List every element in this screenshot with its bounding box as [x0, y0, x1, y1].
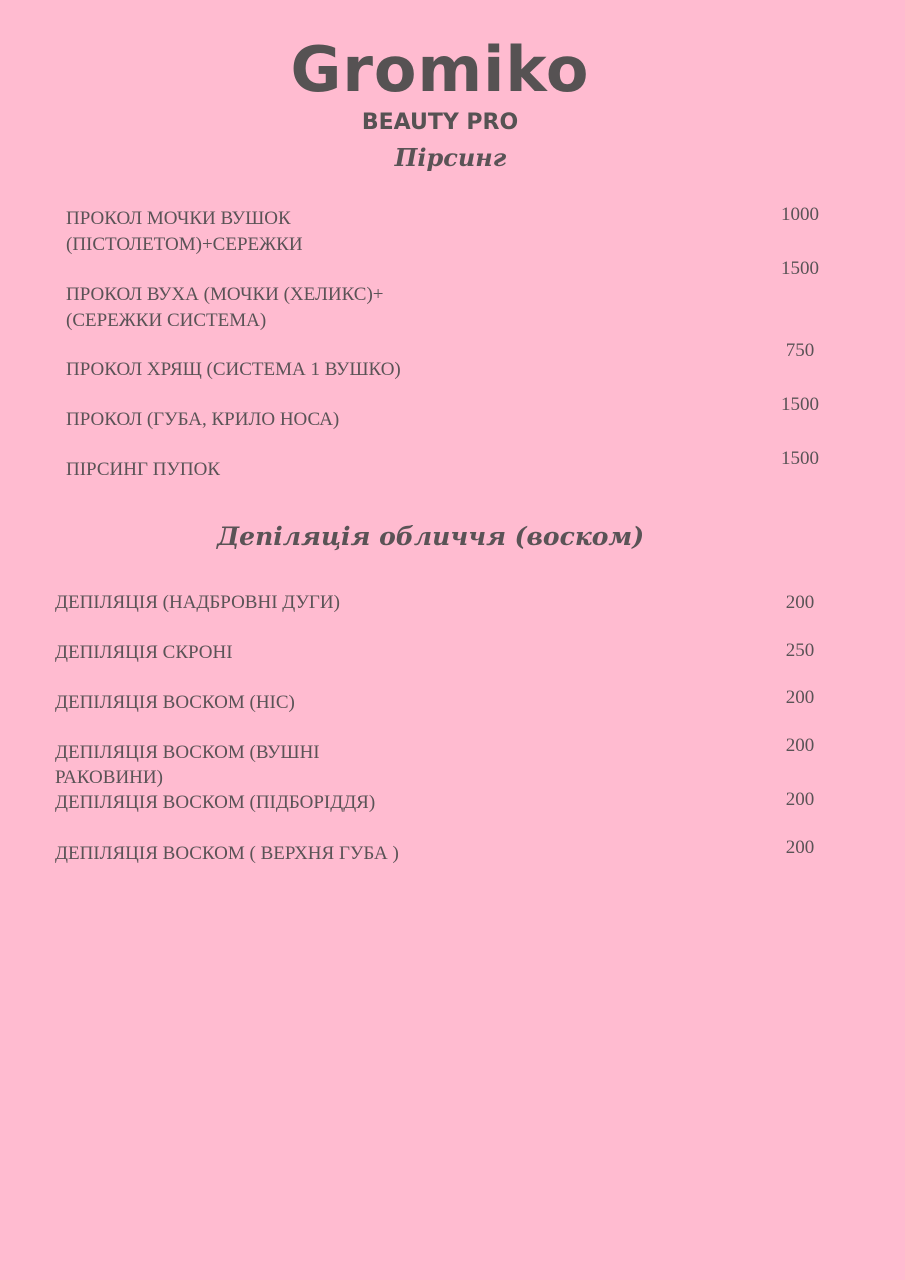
service-name-line: (ПІСТОЛЕТОМ)+СЕРЕЖКИ: [66, 234, 303, 255]
service-name-line: ДЕПІЛЯЦІЯ ВОСКОМ (ПІДБОРІДДЯ): [55, 792, 376, 813]
service-price: 200: [785, 687, 815, 708]
service-price: 200: [785, 735, 815, 756]
service-name: [55, 640, 233, 666]
service-name: [55, 690, 295, 716]
service-price: 750: [785, 340, 815, 361]
service-name-line: РАКОВИНИ): [55, 767, 163, 788]
service-name-line: ДЕПІЛЯЦІЯ ВОСКОМ ( ВЕРХНЯ ГУБА ): [55, 843, 399, 864]
service-name: [66, 206, 303, 258]
service-name-line: (СЕРЕЖКИ СИСТЕМА): [66, 310, 267, 331]
service-price: 250: [785, 640, 815, 661]
service-name-line: ДЕПІЛЯЦІЯ ВОСКОМ (НІС): [55, 692, 295, 713]
service-name: [55, 841, 399, 867]
service-name: [66, 357, 401, 383]
service-name: [66, 457, 220, 483]
service-name: [55, 740, 320, 790]
service-name: [66, 407, 339, 433]
service-name-line: ПРОКОЛ ХРЯЩ (СИСТЕМА 1 ВУШКО): [66, 359, 401, 380]
service-name-line: ДЕПІЛЯЦІЯ (НАДБРОВНІ ДУГИ): [55, 592, 340, 613]
service-name: [55, 790, 375, 816]
service-price: 1000: [781, 204, 819, 225]
service-name-line: ПРОКОЛ МОЧКИ ВУШОК: [66, 208, 291, 229]
service-name: [66, 282, 384, 334]
service-price: 1500: [781, 448, 819, 469]
service-name-line: ПРОКОЛ ВУХА (МОЧКИ (ХЕЛИКС)+: [66, 284, 384, 305]
service-price: 200: [785, 592, 815, 613]
service-name-line: ДЕПІЛЯЦІЯ СКРОНІ: [55, 642, 233, 663]
brand-logo: Gromiko: [290, 33, 590, 106]
service-price: 1500: [781, 394, 819, 415]
service-name-line: ПРОКОЛ (ГУБА, КРИЛО НОСА): [66, 409, 340, 430]
brand-subtitle: BEAUTY PRO: [361, 110, 519, 135]
service-name-line: ПІРСИНГ ПУПОК: [66, 459, 220, 480]
service-price: 200: [785, 837, 815, 858]
service-name-line: ДЕПІЛЯЦІЯ ВОСКОМ (ВУШНІ: [55, 742, 320, 763]
service-name: [55, 590, 340, 616]
section-title-piercing: Пірсинг: [394, 143, 507, 172]
service-price: 200: [785, 789, 815, 810]
service-price: 1500: [781, 258, 819, 279]
section-title-face-waxing: Депіляція обличчя (воском): [216, 522, 645, 551]
